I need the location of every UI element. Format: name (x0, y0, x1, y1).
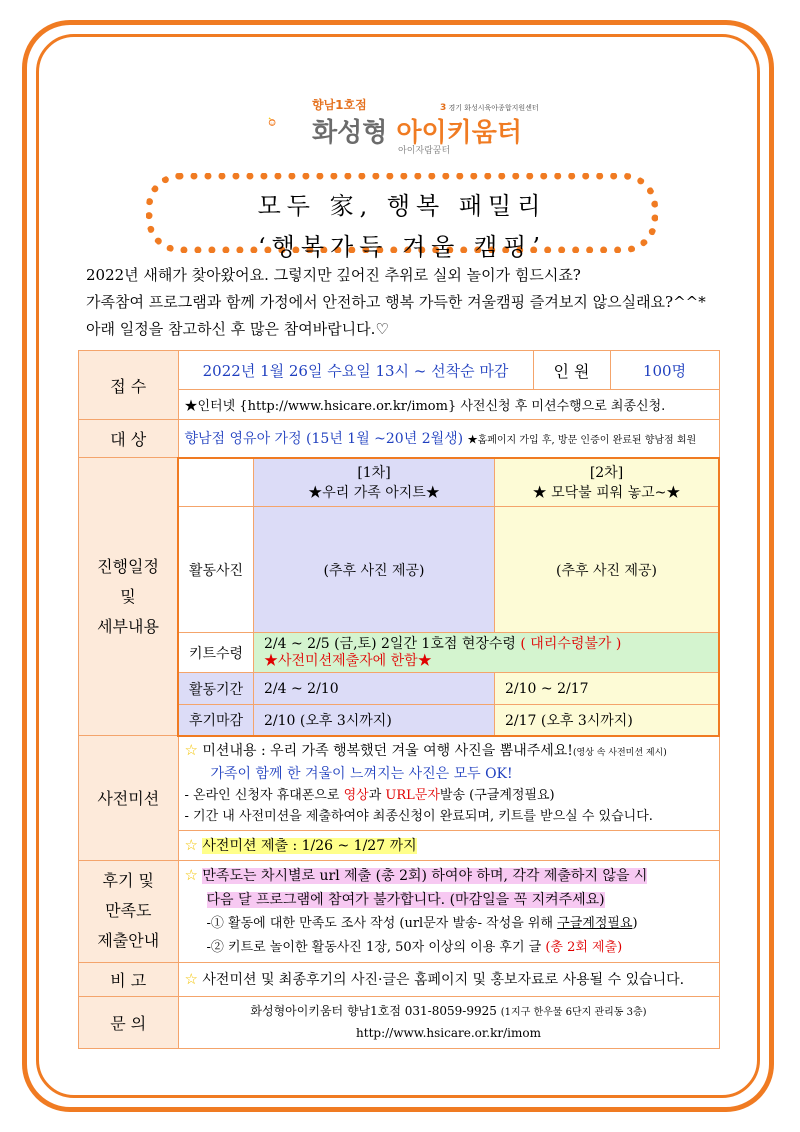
schedule-label: 진행일정 및 세부내용 (79, 458, 179, 736)
title-box (146, 173, 658, 261)
contact-url[interactable]: http://www.hsicare.or.kr/imom (356, 1026, 541, 1040)
round1-header: [1차] ★우리 가족 아지트★ (254, 459, 495, 507)
count-value: 100명 (642, 361, 687, 380)
survey-content: ☆ 만족도는 차시별로 url 제출 (총 2회) 하여야 하며, 각각 제출하지 않을 시 다음 달 프로그램에 참여가 불가합니다. (마감일을 꼭 지켜주세요) -① 활동에 대한 만족도 조사 작성 (url문자 발송- 작성을 위해 구글계정필요) -② 키트로 놀이한 활동사진 1장, 50자 이상의 이용 후기 글 (총 2회 제출) (178, 860, 719, 962)
star-icon: ☆ (184, 970, 198, 988)
schedule-table (179, 459, 718, 735)
intro-text: 2022년 새해가 찾아왔어요. 그렇지만 깊어진 추위로 실외 놀이가 힘드시죠? 가족참여 프로그램과 함께 가정에서 안전하고 행복 가득한 겨울캠핑 즐겨보지 않으실래요?^^* 아래 일정을 참고하신 후 많은 참여바랍니다.♡ (86, 266, 706, 338)
reception-label: 접 수 (79, 351, 179, 420)
period-round1: 2/4 ~ 2/10 (254, 673, 495, 705)
target-value: 향남점 영유아 가정 (15년 1월 ~20년 2월생) (184, 431, 464, 448)
count-label: 인 원 (533, 351, 610, 389)
remark-label: 비 고 (79, 962, 179, 996)
title-line-1: 모두 家, 행복 패밀리 (257, 192, 547, 220)
photo-round1: (추후 사진 제공) (254, 507, 495, 633)
center-logo: 3 경기 화성시육아종합지원센터 (440, 103, 539, 113)
review-round1: 2/10 (오후 3시까지) (254, 705, 495, 735)
review-label: 후기마감 (179, 705, 254, 735)
survey-label: 후기 및 만족도 제출안내 (79, 860, 179, 962)
period-label: 활동기간 (179, 673, 254, 705)
contact-content: 화성형아이키움터 향남1호점 031-8059-9925 (1지구 한우물 6단지 관리동 3층) http://www.hsicare.or.kr/imom (178, 996, 719, 1048)
reception-note: ★인터넷 {http://www.hsicare.or.kr/imom} 사전신청 후 미션수행으로 최종신청. (178, 390, 719, 420)
title-line-2: ‘행복가득 겨울 캠핑’ (258, 233, 546, 261)
logo-branch: 향남1호점 (312, 98, 367, 112)
star-icon: ☆ (184, 865, 198, 884)
logo-face-icon (268, 92, 316, 152)
kit-info: 2/4 ~ 2/5 (금,토) 2일간 1호점 현장수령 ( 대리수령불가 ) ★사전미션제출자에 한함★ (254, 633, 719, 673)
logo-tagline: 아이자람꿈터 (398, 146, 451, 156)
target-label: 대 상 (79, 420, 179, 458)
star-icon: ☆ (184, 836, 198, 854)
star-icon: ☆ (184, 740, 198, 759)
contact-label: 문 의 (79, 996, 179, 1048)
target-note: ★홈페이지 가입 후, 방문 인증이 완료된 향남점 회원 (467, 435, 697, 447)
round2-header: [2차] ★ 모닥불 피워 놓고~★ (495, 459, 719, 507)
remark-content: ☆ 사전미션 및 최종후기의 사진·글은 홈페이지 및 홍보자료로 사용될 수 있습니다. (178, 962, 719, 996)
mission-deadline: ☆ 사전미션 제출 : 1/26 ~ 1/27 까지 (178, 830, 719, 860)
mission-content: ☆ 미션내용 : 우리 가족 행복했던 겨울 여행 사진을 뽐내주세요!(영상 속 사전미션 제시) 가족이 함께 한 겨울이 느껴지는 사진은 모두 OK! - 온라인 신청자 휴대폰으로 영상과 URL문자발송 (구글계정필요) - 기간 내 사전미션을 제출하여야 최종신청이 완료되며, 키트를 받으실 수 있습니다. (178, 736, 719, 831)
kit-label: 키트수령 (179, 633, 254, 673)
review-round2: 2/17 (오후 3시까지) (495, 705, 719, 735)
photo-round2: (추후 사진 제공) (495, 507, 719, 633)
period-round2: 2/10 ~ 2/17 (495, 673, 719, 705)
photo-label: 활동사진 (179, 507, 254, 633)
mission-label: 사전미션 (79, 736, 179, 861)
info-table (78, 350, 720, 1049)
reception-date: 2022년 1월 26일 수요일 13시 ~ 선착순 마감 (179, 351, 534, 389)
logo-title: 화성형 아이키움터 (312, 118, 523, 148)
